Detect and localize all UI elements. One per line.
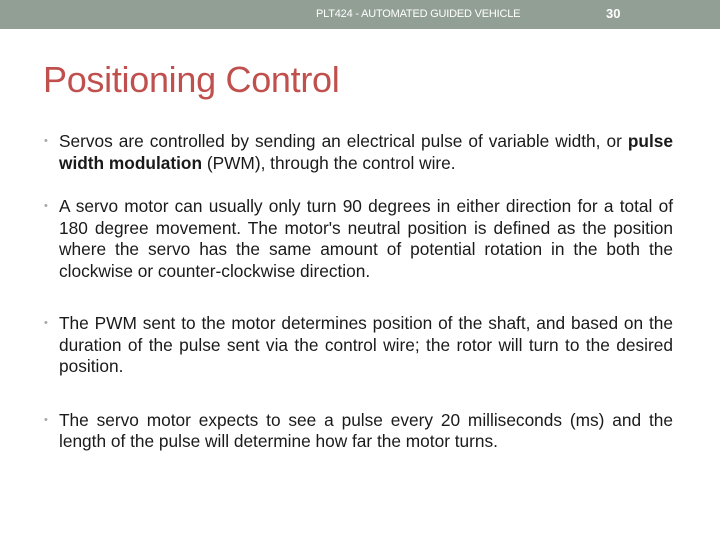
bullet-text: The PWM sent to the motor determines position of the shaft, and based on the duration of the pulse sent via the control wire; the rotor will turn to the desired position. xyxy=(59,313,673,376)
bullet-text-pre: Servos are controlled by sending an electrical pulse of variable width, or xyxy=(59,131,628,151)
bullet-list xyxy=(44,131,673,475)
bullet-icon: • xyxy=(44,413,48,426)
bullet-item xyxy=(44,409,673,453)
bullet-item xyxy=(44,196,673,282)
bullet-text: A servo motor can usually only turn 90 degrees in either direction for a total of 180 degree movement. The motor's neutral position is defined as the position where the servo has the same amount of potential rotation in the both the clockwise or counter-clockwise direction. xyxy=(59,196,673,281)
bullet-icon: • xyxy=(44,317,48,329)
course-title: PLT424 - AUTOMATED GUIDED VEHICLE xyxy=(316,8,521,20)
bullet-text: The servo motor expects to see a pulse every 20 milliseconds (ms) and the length of the pulse will determine how far the motor turns. xyxy=(59,409,673,451)
bullet-icon: • xyxy=(44,200,48,212)
slide-title: Positioning Control xyxy=(43,59,340,100)
bullet-text-post: (PWM), through the control wire. xyxy=(202,152,456,173)
bullet-text-bold: pulse width modulation xyxy=(59,131,673,173)
slide-number: 30 xyxy=(606,6,621,21)
bullet-icon: • xyxy=(44,135,48,147)
bullet-item xyxy=(44,313,673,378)
bullet-item xyxy=(44,131,673,174)
header-bar xyxy=(0,0,720,29)
